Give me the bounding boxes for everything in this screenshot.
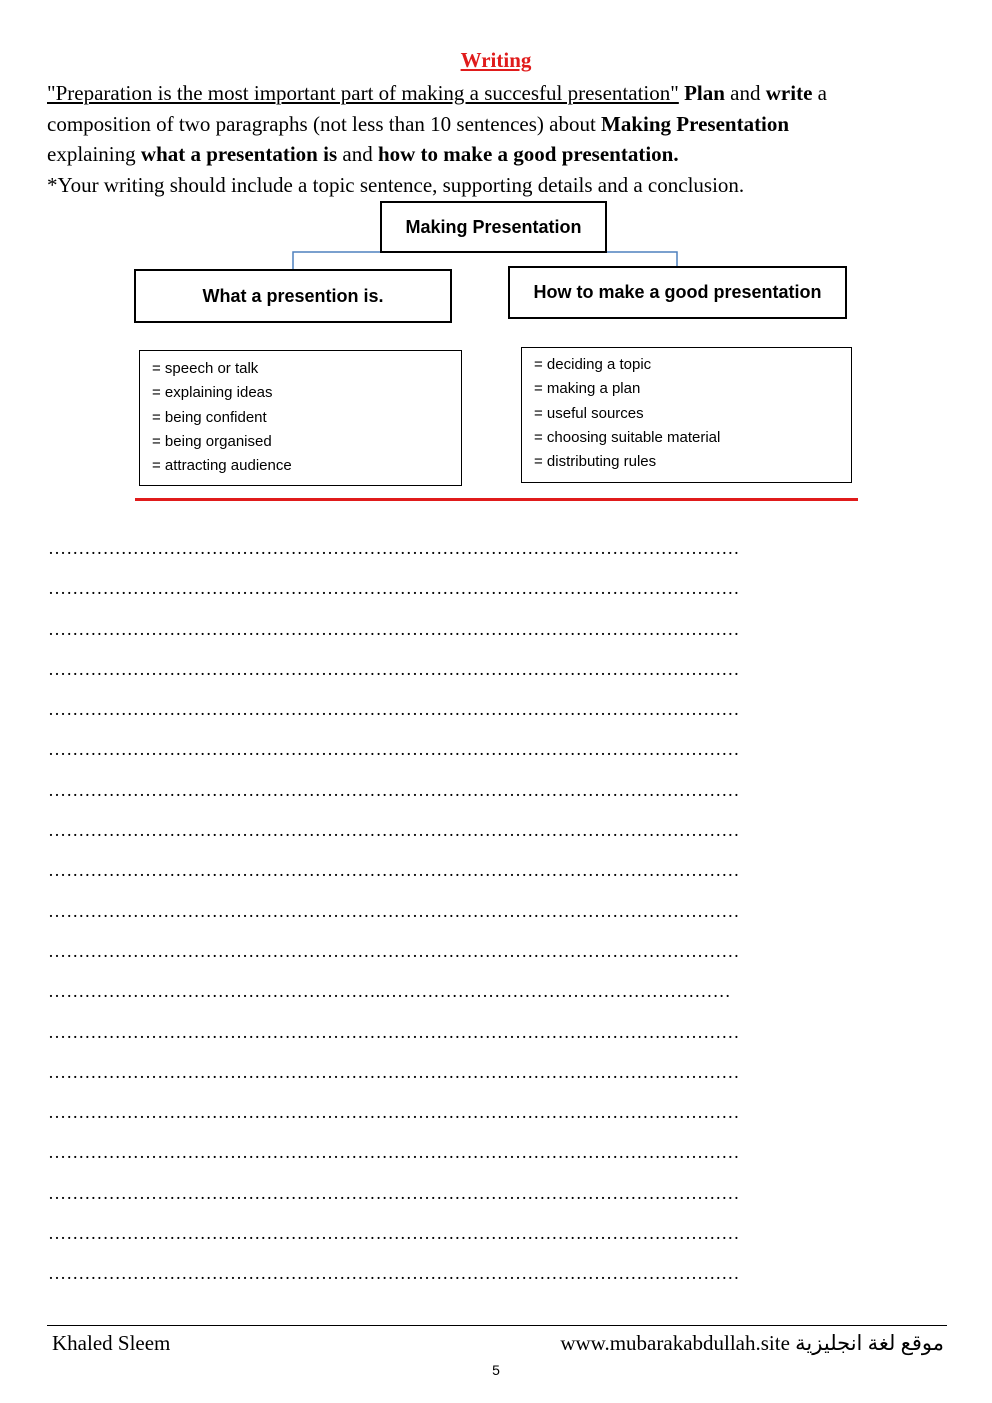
writing-line[interactable]: …………………………………………………………………………………………………… xyxy=(48,538,740,558)
how-text: how to make a good presentation. xyxy=(377,142,679,166)
diagram-root-box xyxy=(380,201,607,253)
diagram-root-label: Making Presentation xyxy=(405,216,582,237)
quote: "Preparation is the most important part of making a succesful presentation" xyxy=(47,81,679,105)
writing-line[interactable]: …………………………………………………………………………………………………… xyxy=(48,699,740,720)
writing-line[interactable]: …………………………………………………………………………………………………… xyxy=(48,1182,740,1203)
list-item: = distributing rules xyxy=(534,453,657,471)
a-word: a xyxy=(817,81,827,105)
left-items-box xyxy=(139,350,462,486)
list-item: = being organised xyxy=(152,432,272,450)
footer-site[interactable]: www.mubarakabdullah.site موقع لغة انجليزية xyxy=(560,1331,944,1355)
writing-line[interactable]: …………………………………………………………………………………………………… xyxy=(48,1102,740,1123)
writing-line[interactable]: ………………………………………………..………………………………………………… xyxy=(48,981,731,1002)
list-item: = making a plan xyxy=(534,380,641,398)
write-word: write xyxy=(765,81,813,105)
diagram-right-heading-box xyxy=(508,266,847,319)
what-text: what a presentation is xyxy=(140,142,338,166)
writing-line[interactable]: …………………………………………………………………………………………………… xyxy=(48,820,740,841)
and-word-2: and xyxy=(342,142,373,166)
diagram-connector xyxy=(0,0,992,300)
writing-line[interactable]: …………………………………………………………………………………………………… xyxy=(48,1061,740,1082)
footer-author: Khaled Sleem xyxy=(52,1331,171,1355)
writing-line[interactable]: …………………………………………………………………………………………………… xyxy=(48,578,740,599)
page-number: 5 xyxy=(492,1362,500,1378)
footer-rule xyxy=(47,1325,947,1326)
writing-line[interactable]: …………………………………………………………………………………………………… xyxy=(48,1142,740,1163)
right-items-box xyxy=(521,347,852,483)
line2-text: composition of two paragraphs (not less than 10 sentences) about xyxy=(47,111,596,136)
writing-line[interactable]: …………………………………………………………………………………………………… xyxy=(48,1223,740,1244)
instructions-note: *Your writing should include a topic sentence, supporting details and a conclusion. xyxy=(47,172,745,197)
writing-line[interactable]: …………………………………………………………………………………………………… xyxy=(48,618,740,639)
list-item: = being confident xyxy=(152,408,267,426)
writing-line[interactable]: …………………………………………………………………………………………………… xyxy=(48,860,740,881)
topic-text: Making Presentation xyxy=(601,111,790,136)
writing-line[interactable]: …………………………………………………………………………………………………… xyxy=(48,1263,740,1284)
list-item: = choosing suitable material xyxy=(534,428,721,446)
red-divider xyxy=(135,498,858,501)
and-word: and xyxy=(730,81,761,105)
plan-word: Plan xyxy=(684,81,725,105)
writing-line[interactable]: …………………………………………………………………………………………………… xyxy=(48,1021,740,1042)
writing-line[interactable]: …………………………………………………………………………………………………… xyxy=(48,658,740,679)
page-title: Writing xyxy=(460,48,532,72)
writing-area[interactable] xyxy=(48,538,938,1304)
line3-text: explaining xyxy=(47,142,136,166)
writing-line[interactable]: …………………………………………………………………………………………………… xyxy=(48,900,740,921)
list-item: = attracting audience xyxy=(152,457,292,475)
writing-line[interactable]: …………………………………………………………………………………………………… xyxy=(48,940,740,961)
list-item: = deciding a topic xyxy=(534,356,652,373)
list-item: = useful sources xyxy=(534,404,644,422)
diagram-left-heading-box xyxy=(134,269,452,323)
list-item: = speech or talk xyxy=(152,360,259,377)
list-item: = explaining ideas xyxy=(152,384,273,402)
diagram-right-heading: How to make a good presentation xyxy=(533,282,822,302)
diagram-left-heading: What a presention is. xyxy=(202,285,384,306)
writing-line[interactable]: …………………………………………………………………………………………………… xyxy=(48,739,740,760)
writing-line[interactable]: …………………………………………………………………………………………………… xyxy=(48,779,740,800)
